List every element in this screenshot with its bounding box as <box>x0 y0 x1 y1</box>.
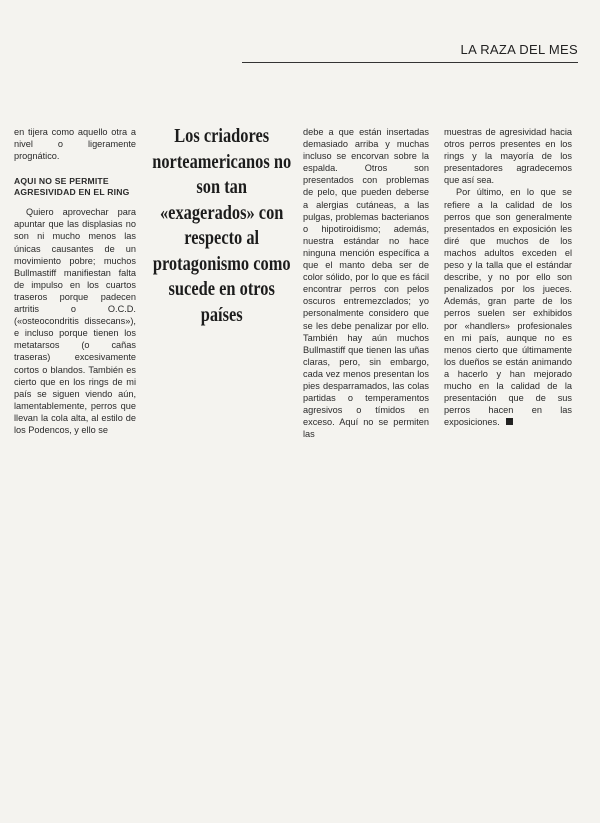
paragraph: Quiero aprovechar para apuntar que las displasias no son ni mucho menos las únicas causantes de un movimiento pobre; muchos Bullmastiff manifiestan falta de impulso en los cuartos traseros porque padecen artritis o O.C.D. («osteocondritis dissecans»), e incluso porque tienen los metatarsos (o cañas traseras) excesivamente cortos o blandos. También es cierto que en los rings de mi país se siguen viendo aún, lamentablemente, perros que llevan la cola alta, al estilo de los Podencos, y ello se <box>14 207 136 435</box>
end-of-article-mark <box>506 418 513 425</box>
paragraph: en tijera como aquello otra a nivel o ligeramente prognático. <box>14 127 136 162</box>
paragraph: debe a que están insertadas demasiado arriba y muchas incluso se encorvan sobre la espalda. Otros son presentados con problemas de pelo, que pueden deberse a alergias cutáneas, a las pulgas, problemas bacterianos o hipotiroidismo; además, nuestra estándar no hace ninguna mención específica a que el manto deba ser de color sólido, por lo que es fácil encontrar perros con pelos oscuros entremezclados; yo personalmente considero que se les debe penalizar por ello. También hay aún muchos Bullmastiff que tienen las uñas claras, pero, sin embargo, cada vez menos presentan los pies desparramados, las colas partidas o temperamentos agresivos o tímidos en exceso. Aquí no se permiten las <box>303 127 429 440</box>
paragraph-last <box>444 186 572 428</box>
pull-quote: Los criadores norteamericanos no son tan «exagerados» con respecto al protagonismo como sucede en otros países <box>152 125 292 326</box>
section-title: LA RAZA DEL MES <box>460 42 578 57</box>
text-column-4 <box>444 126 572 428</box>
text-column-3 <box>303 126 429 440</box>
header-rule <box>242 62 578 63</box>
text-column-1 <box>14 126 136 436</box>
paragraph: muestras de agresividad hacia otros perros presentes en los rings y la mayoría de los presentadores agradecemos que así sea. <box>444 127 572 186</box>
paragraph-text: Por último, en lo que se refiere a la calidad de los perros que son generalmente presentados en exposición les diré que muchos de los machos adultos exceden el peso y la talla que el estándar describe, y no por ello son penalizados por los jueces. Además, gran parte de los perros suelen ser exhibidos por «handlers» profesionales en mi país, aunque no es menos cierto que últimamente los dueños se están animando a hacerlo y han mejorado mucho en la calidad de la presentación que de sus perros hacen en las exposiciones. <box>444 187 572 428</box>
subheading: AQUI NO SE PERMITE AGRESIVIDAD EN EL RING <box>14 176 130 198</box>
